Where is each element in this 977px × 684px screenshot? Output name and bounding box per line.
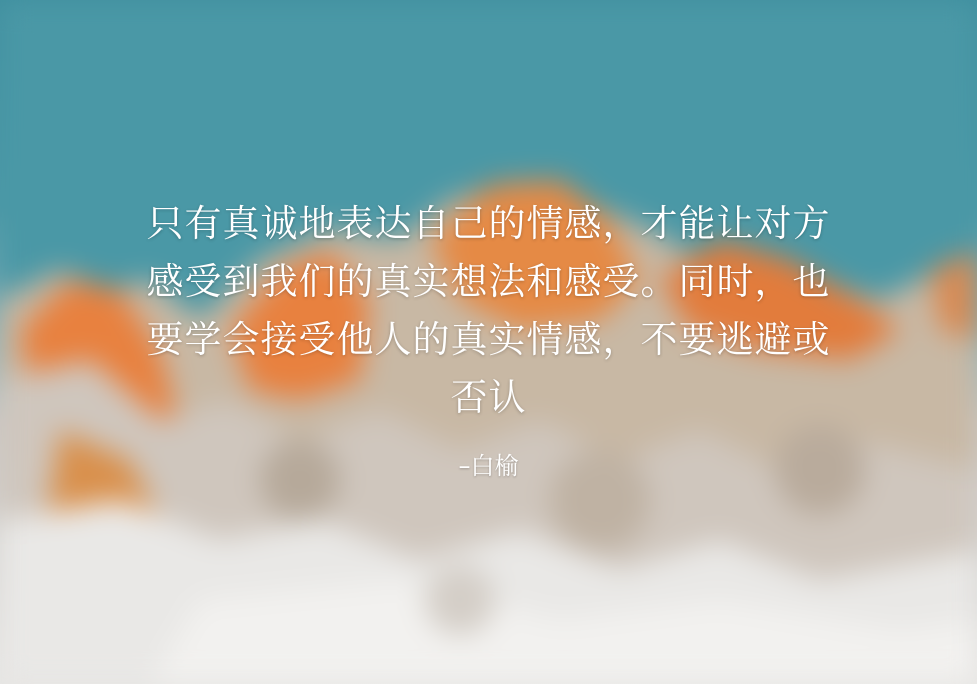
quote-text: 只有真诚地表达自己的情感，才能让对方感受到我们的真实想法和感受。同时，也要学会接受他人的真实情感，不要逃避或否认 <box>146 202 831 419</box>
quote-author: –白榆 <box>458 452 519 480</box>
